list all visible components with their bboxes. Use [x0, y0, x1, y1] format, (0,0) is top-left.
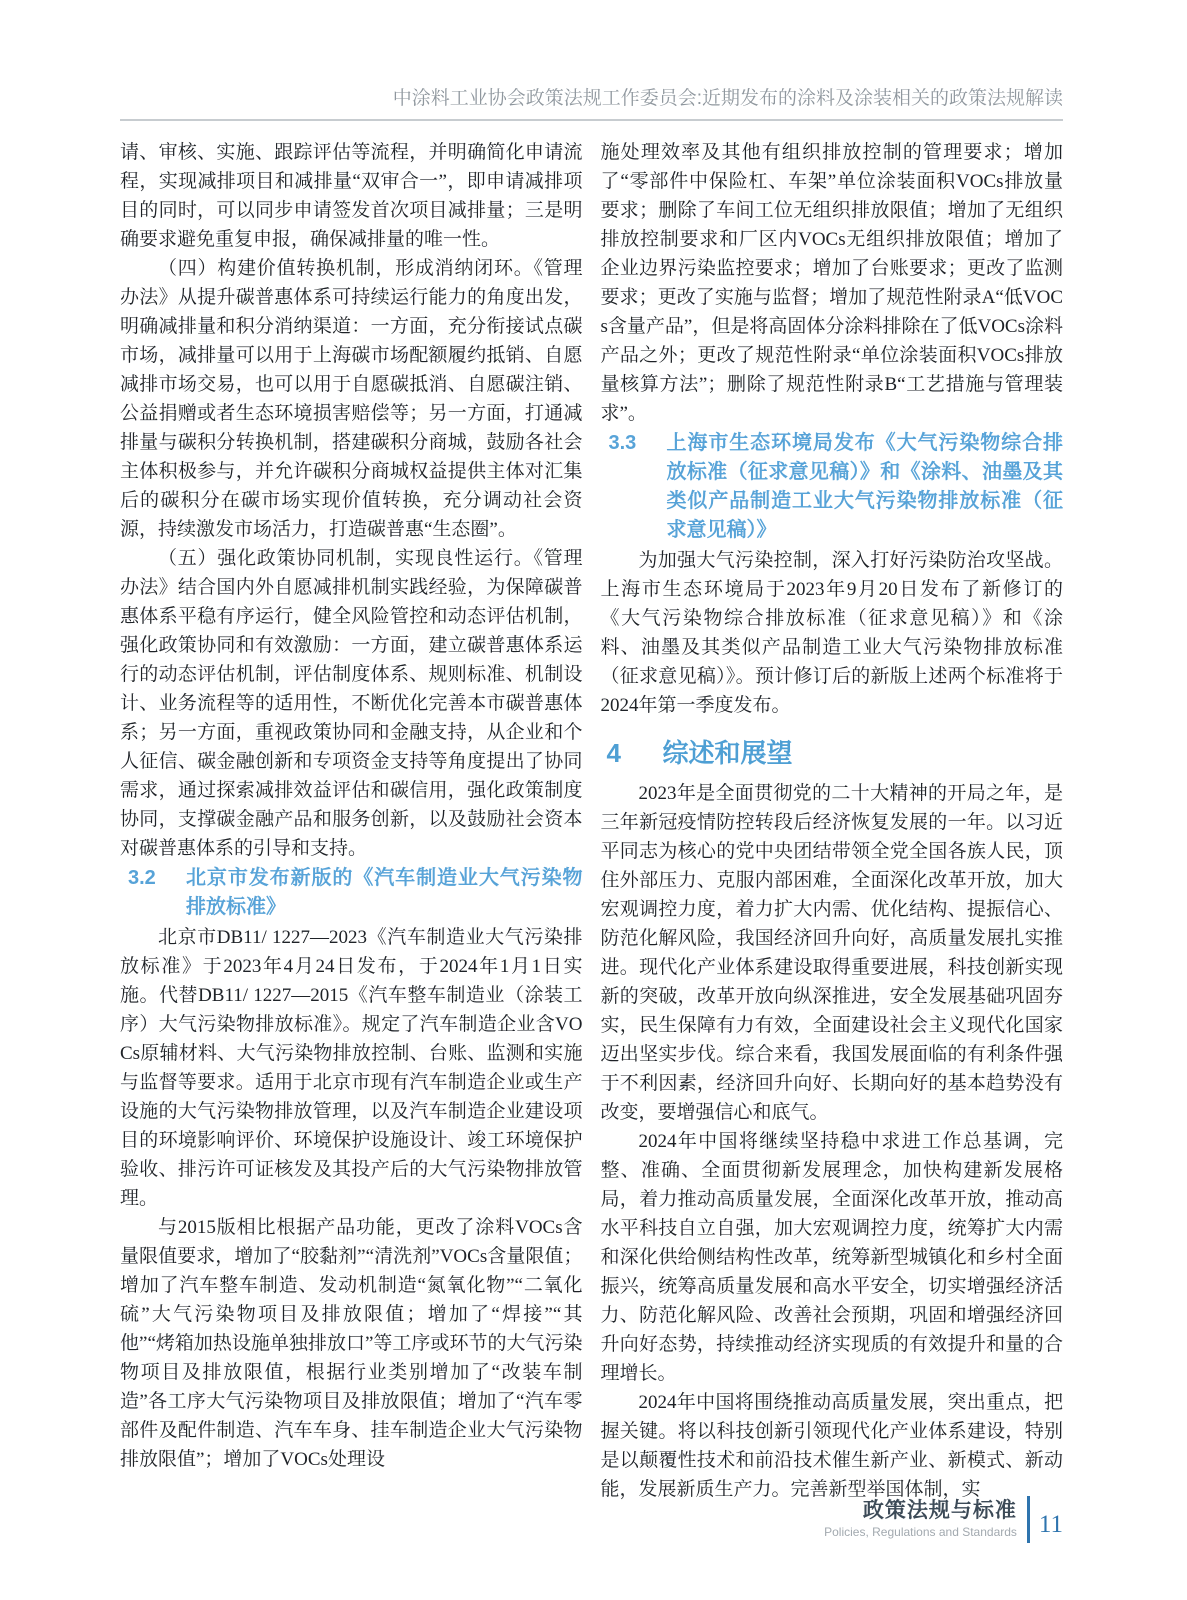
footer-divider-bar	[1027, 1496, 1030, 1543]
section-title: 北京市发布新版的《汽车制造业大气污染物排放标准》	[186, 867, 583, 918]
footer-title-chinese: 政策法规与标准	[862, 1499, 1017, 1522]
left-column	[120, 138, 583, 1504]
section-number: 3.3	[608, 432, 637, 454]
paragraph: 2023年是全面贯彻党的二十大精神的开局之年，是三年新冠疫情防控转段后经济恢复发展的一年。以习近平同志为核心的党中央团结带领全党全国各族人民，顶住外部压力、克服内部困难，全面深化改革开放，加大宏观调控力度，着力扩大内需、优化结构、提振信心、防范化解风险，我国经济回升向好，高质量发展扎实推进。现代化产业体系建设取得重要进展，科技创新实现新的突破，改革开放向纵深推进，安全发展基础巩固夯实，民生保障有力有效，全面建设社会主义现代化国家迈出坚实步伐。综合来看，我国发展面临的有利条件强于不利因素，经济回升向好、长期向好的基本趋势没有改变，要增强信心和底气。	[600, 783, 1063, 1123]
paragraph: 2024年中国将继续坚持稳中求进工作总基调，完整、准确、全面贯彻新发展理念，加快构建新发展格局，着力推动高质量发展，全面深化改革开放，推动高水平科技自立自强，加大宏观调控力度，统筹扩大内需和深化供给侧结构性改革，统筹新型城镇化和乡村全面振兴，统筹高质量发展和高水平安全，切实增强经济活力、防范化解风险、改善社会预期，巩固和增强经济回升向好态势，持续推动经济实现质的有效提升和量的合理增长。	[600, 1131, 1063, 1384]
section-title: 综述和展望	[662, 738, 793, 768]
paragraph: 北京市DB11/ 1227—2023《汽车制造业大气污染排放标准》于2023年4月24日发布，于2024年1月1日实施。代替DB11/ 1227—2015《汽车整车制造业（涂装工序）大气污染物排放标准》。规定了汽车制造企业含VOCs原辅材料、大气污染物排放控制、台账、监测和实施与监督等要求。适用于北京市现有汽车制造企业或生产设施的大气污染物排放管理，以及汽车制造企业建设项目的环境影响评价、环境保护设施设计、竣工环境保护验收、排污许可证核发及其投产后的大气污染物排放管理。	[120, 927, 583, 1209]
running-head: 中涂料工业协会政策法规工作委员会:近期发布的涂料及涂装相关的政策法规解读	[392, 88, 1063, 109]
paragraph: 请、审核、实施、跟踪评估等流程，并明确简化申请流程，实现减排项目和减排量“双审合一”，即申请减排项目的同时，可以同步申请签发首次项目减排量；三是明确要求避免重复申报，确保减排量的唯一性。	[120, 142, 583, 250]
right-column	[601, 138, 1064, 1504]
page-number: 11	[1038, 1510, 1063, 1538]
section-heading-3-2	[120, 864, 583, 922]
paragraph: （四）构建价值转换机制，形成消纳闭环。《管理办法》从提升碳普惠体系可持续运行能力的角度出发，明确减排量和积分消纳渠道：一方面，充分衔接试点碳市场，减排量可以用于上海碳市场配额履约抵销、自愿减排市场交易，也可以用于自愿碳抵消、自愿碳注销、公益捐赠或者生态环境损害赔偿等；另一方面，打通减排量与碳积分转换机制，搭建碳积分商城，鼓励各社会主体积极参与，并允许碳积分商城权益提供主体对汇集后的碳积分在碳市场实现价值转换，充分调动社会资源，持续激发市场活力，打造碳普惠“生态圈”。	[120, 258, 583, 540]
section-heading-3-3	[601, 429, 1064, 545]
footer-journal-title	[824, 1499, 1017, 1540]
page-header	[120, 0, 1063, 121]
page-footer	[824, 1496, 1063, 1543]
section-title: 上海市生态环境局发布《大气污染物综合排放标准（征求意见稿）》和《涂料、油墨及其类似产品制造工业大气污染物排放标准（征求意见稿）》	[666, 432, 1063, 541]
header-rule	[120, 119, 1063, 121]
section-number: 4	[606, 738, 621, 768]
footer-title-english: Policies, Regulations and Standards	[824, 1525, 1017, 1539]
paragraph: 与2015版相比根据产品功能，更改了涂料VOCs含量限值要求，增加了“胶黏剂”“清洗剂”VOCs含量限值；增加了汽车整车制造、发动机制造“氮氧化物”“二氧化硫”大气污染物项目及排放限值；增加了“焊接”“其他”“烤箱加热设施单独排放口”等工序或环节的大气污染物项目及排放限值，根据行业类别增加了“改装车制造”各工序大气污染物项目及排放限值；增加了“汽车零部件及配件制造、汽车车身、挂车制造企业大气污染物排放限值”；增加了VOCs处理设	[120, 1217, 583, 1470]
paragraph: 为加强大气污染控制，深入打好污染防治攻坚战。上海市生态环境局于2023年9月20日发布了新修订的《大气污染物综合排放标准（征求意见稿）》和《涂料、油墨及其类似产品制造工业大气污染物排放标准（征求意见稿）》。预计修订后的新版上述两个标准将于2024年第一季度发布。	[600, 550, 1063, 716]
page-body	[120, 138, 1063, 1504]
paragraph: 施处理效率及其他有组织排放控制的管理要求；增加了“零部件中保险杠、车架”单位涂装面积VOCs排放量要求；删除了车间工位无组织排放限值；增加了无组织排放控制要求和厂区内VOCs无组织排放限值；增加了企业边界污染监控要求；增加了台账要求；更改了监测要求；更改了实施与监督；增加了规范性附录A“低VOCs含量产品”，但是将高固体分涂料排除在了低VOCs涂料产品之外；更改了规范性附录“单位涂装面积VOCs排放量核算方法”；删除了规范性附录B“工艺措施与管理装求”。	[600, 142, 1063, 424]
section-heading-4	[601, 733, 1064, 773]
paragraph: （五）强化政策协同机制，实现良性运行。《管理办法》结合国内外自愿减排机制实践经验，为保障碳普惠体系平稳有序运行，健全风险管控和动态评估机制，强化政策协同和有效激励：一方面，建立碳普惠体系运行的动态评估机制，评估制度体系、规则标准、机制设计、业务流程等的适用性，不断优化完善本市碳普惠体系；另一方面，重视政策协同和金融支持，从企业和个人征信、碳金融创新和专项资金支持等角度提出了协同需求，通过探索减排效益评估和碳信用，强化政策制度协同，支撑碳金融产品和服务创新，以及鼓励社会资本对碳普惠体系的引导和支持。	[120, 548, 583, 859]
section-number: 3.2	[128, 867, 156, 889]
paragraph: 2024年中国将围绕推动高质量发展，突出重点，把握关键。将以科技创新引领现代化产业体系建设，特别是以颠覆性技术和前沿技术催生新产业、新模式、新动能，发展新质生产力。完善新型举国体制，实	[600, 1392, 1063, 1500]
